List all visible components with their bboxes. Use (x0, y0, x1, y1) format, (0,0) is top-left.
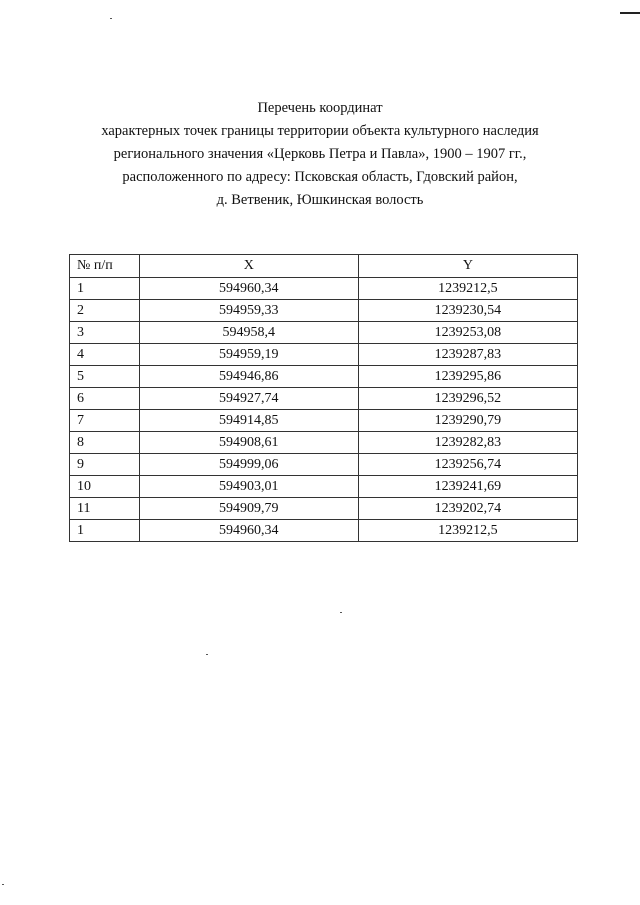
coordinates-table (69, 254, 578, 542)
cell-y: 1239230,54 (358, 300, 577, 322)
cell-x: 594959,33 (139, 300, 358, 322)
cell-y: 1239241,69 (358, 476, 577, 498)
cell-x: 594946,86 (139, 366, 358, 388)
cell-number: 4 (70, 344, 140, 366)
heading-line-4: расположенного по адресу: Псковская область, Гдовский район, (122, 169, 518, 185)
table-row (70, 520, 578, 542)
cell-x: 594999,06 (139, 454, 358, 476)
header-number: № п/п (70, 255, 140, 278)
scan-speck (110, 18, 112, 19)
cell-y: 1239287,83 (358, 344, 577, 366)
heading-line-2: характерных точек границы территории объекта культурного наследия (101, 123, 539, 139)
table-header-row (70, 255, 578, 278)
cell-x: 594960,34 (139, 278, 358, 300)
cell-y: 1239282,83 (358, 432, 577, 454)
table-row (70, 300, 578, 322)
cell-x: 594914,85 (139, 410, 358, 432)
cell-y: 1239253,08 (358, 322, 577, 344)
cell-y: 1239202,74 (358, 498, 577, 520)
table-row (70, 410, 578, 432)
table-row (70, 278, 578, 300)
cell-x: 594959,19 (139, 344, 358, 366)
table-row (70, 388, 578, 410)
table-row (70, 454, 578, 476)
table-row (70, 498, 578, 520)
header-x: X (139, 255, 358, 278)
cell-number: 7 (70, 410, 140, 432)
cell-x: 594927,74 (139, 388, 358, 410)
cell-number: 11 (70, 498, 140, 520)
scan-speck (340, 612, 342, 613)
cell-x: 594908,61 (139, 432, 358, 454)
cell-number: 5 (70, 366, 140, 388)
cell-number: 8 (70, 432, 140, 454)
table-row (70, 476, 578, 498)
cell-number: 10 (70, 476, 140, 498)
table-row (70, 432, 578, 454)
cell-y: 1239296,52 (358, 388, 577, 410)
cell-x: 594903,01 (139, 476, 358, 498)
cell-number: 3 (70, 322, 140, 344)
scan-speck (206, 654, 208, 655)
heading-line-3: регионального значения «Церковь Петра и Павла», 1900 – 1907 гг., (113, 146, 527, 162)
table-row (70, 322, 578, 344)
heading-line-1: Перечень координат (257, 100, 383, 116)
cell-x: 594909,79 (139, 498, 358, 520)
cell-number: 1 (70, 278, 140, 300)
cell-y: 1239295,86 (358, 366, 577, 388)
cell-y: 1239212,5 (358, 278, 577, 300)
cell-number: 6 (70, 388, 140, 410)
corner-mark (620, 12, 640, 14)
cell-number: 1 (70, 520, 140, 542)
cell-x: 594960,34 (139, 520, 358, 542)
cell-number: 2 (70, 300, 140, 322)
cell-y: 1239290,79 (358, 410, 577, 432)
scan-speck (2, 884, 4, 885)
header-y: Y (358, 255, 577, 278)
document-heading (40, 97, 600, 212)
heading-line-5: д. Ветвеник, Юшкинская волость (216, 192, 424, 208)
cell-number: 9 (70, 454, 140, 476)
table-row (70, 366, 578, 388)
cell-x: 594958,4 (139, 322, 358, 344)
cell-y: 1239212,5 (358, 520, 577, 542)
cell-y: 1239256,74 (358, 454, 577, 476)
table-row (70, 344, 578, 366)
